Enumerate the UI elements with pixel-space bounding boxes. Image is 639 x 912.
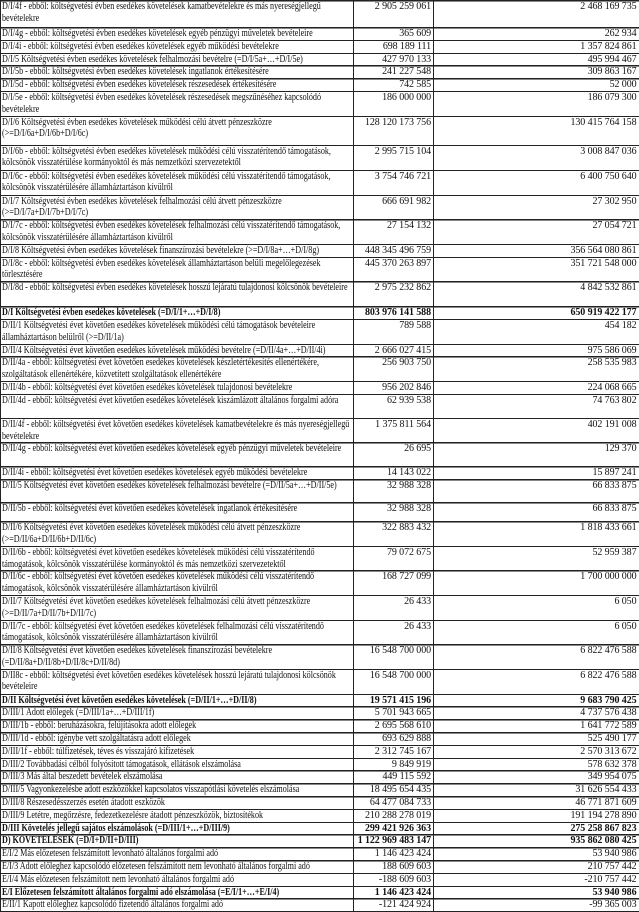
row-label-cell: [1, 745, 354, 758]
row-label: D/II Költségvetési évet követően esedékes követelések (=D/II/1+…+D/II/8): [2, 695, 350, 707]
row-label: E/I/2 Más előzetesen felszámított levonható általános forgalmi adó: [2, 848, 350, 860]
current-year-value: 6 400 750 640: [434, 170, 639, 195]
row-label-cell: [1, 307, 354, 320]
table-total-row: [1, 886, 639, 899]
row-label: D) KÖVETELÉSEK (=D/I+D/II+D/III): [2, 835, 350, 847]
row-label-cell: [1, 899, 354, 912]
row-label-cell: [1, 170, 354, 195]
row-label: D/II/4a - ebből: költségvetési évet követően esedékes követelések készletértékesítés ellenértékére, szolgáltatások ellenértékére, közvetített szolgáltatások ellenértékére: [2, 357, 350, 381]
current-year-value: 53 940 986: [434, 848, 639, 861]
row-label: D/III/2 Továbbadási célból folyósított támogatások, ellátások elszámolása: [2, 759, 350, 771]
row-label: D/I/5 Költségvetési évben esedékes követelések felhalmozási bevételre (=D/I/5a+…+D/I/5e): [2, 54, 350, 66]
table-row: [1, 546, 639, 571]
current-year-value: 578 632 378: [434, 758, 639, 771]
table-row: [1, 669, 639, 694]
row-label-cell: [1, 873, 354, 886]
row-label-cell: [1, 809, 354, 822]
row-label: D/II/5 Költségvetési évet követően esedékes követelések felhalmozási bevételre (=D/II/5a+…+D/II/5e): [2, 480, 350, 492]
previous-year-value: 1 146 423 424: [354, 848, 434, 861]
current-year-value: 1 641 772 589: [434, 720, 639, 733]
table-row: [1, 873, 639, 886]
row-label-cell: [1, 669, 354, 694]
current-year-value: 74 763 802: [434, 394, 639, 418]
previous-year-value: 1 375 811 564: [354, 418, 434, 443]
previous-year-value: 2 312 745 167: [354, 745, 434, 758]
current-year-value: 495 994 467: [434, 53, 639, 66]
row-label-cell: [1, 418, 354, 443]
row-label: D/I/5b - ebből: költségvetési évben esedékes követelések ingatlanok értékesítésére: [2, 66, 350, 78]
current-year-value: 6 050: [434, 620, 639, 645]
current-year-value: 191 194 278 890: [434, 809, 639, 822]
current-year-value: 525 490 177: [434, 733, 639, 746]
row-label: D/II/4d - ebből: költségvetési évet követően esedékes követelések kiszámlázott általános forgalmi adóra: [2, 395, 350, 407]
previous-year-value: -121 424 924: [354, 899, 434, 912]
current-year-value: 27 302 950: [434, 195, 639, 220]
row-label-cell: [1, 116, 354, 145]
previous-year-value: 2 905 259 061: [354, 1, 434, 28]
row-label-cell: [1, 861, 354, 874]
previous-year-value: 32 988 328: [354, 503, 434, 522]
table-row: [1, 40, 639, 53]
row-label-cell: [1, 28, 354, 41]
row-label-cell: [1, 220, 354, 245]
previous-year-value: 16 548 700 000: [354, 669, 434, 694]
current-year-value: 210 757 442: [434, 861, 639, 874]
current-year-value: 935 862 080 425: [434, 835, 639, 848]
row-label: D/III/5 Vagyonkezelésbe adott eszközökkel kapcsolatos visszapótlási követelés elszámolása: [2, 784, 350, 796]
table-row: [1, 595, 639, 620]
previous-year-value: 64 477 084 733: [354, 797, 434, 810]
table-row: [1, 195, 639, 220]
previous-year-value: 16 548 700 000: [354, 645, 434, 670]
current-year-value: 262 934: [434, 28, 639, 41]
current-year-value: 52 000: [434, 79, 639, 92]
row-label-cell: [1, 195, 354, 220]
row-label-cell: [1, 733, 354, 746]
current-year-value: 27 054 721: [434, 220, 639, 245]
row-label-cell: [1, 886, 354, 899]
table-row: [1, 53, 639, 66]
table-total-row: [1, 835, 639, 848]
row-label-cell: [1, 522, 354, 547]
row-label: D/II8c - ebből: költségvetési évet követően esedékes követelések hosszú lejáratú tulajdonosi kölcsönök bevételeire: [2, 670, 350, 694]
previous-year-value: 365 609: [354, 28, 434, 41]
row-label-cell: [1, 443, 354, 467]
previous-year-value: -188 609 603: [354, 873, 434, 886]
table-row: [1, 394, 639, 418]
table-row: [1, 220, 639, 245]
table-row: [1, 848, 639, 861]
row-label: D/I/7 Költségvetési évben esedékes követelések felhalmozási célú átvett pénzeszközre (>=D/I/7a+D/I/7b+D/I/7c): [2, 196, 350, 220]
row-label-cell: [1, 480, 354, 503]
current-year-value: 224 068 665: [434, 381, 639, 394]
previous-year-value: 698 189 111: [354, 40, 434, 53]
table-row: [1, 620, 639, 645]
row-label-cell: [1, 707, 354, 720]
row-label: D/II/1 Költségvetési évet követően esedékes követelések működési célú támogatások bevételeire államháztartáson belülről (>=D/II/1a): [2, 320, 350, 344]
current-year-value: 9 683 790 425: [434, 694, 639, 707]
previous-year-value: 188 609 603: [354, 861, 434, 874]
previous-year-value: 168 727 099: [354, 571, 434, 596]
previous-year-value: 128 120 173 756: [354, 116, 434, 145]
table-body: [1, 1, 639, 912]
previous-year-value: 62 939 538: [354, 394, 434, 418]
row-label-cell: [1, 244, 354, 257]
row-label-cell: [1, 546, 354, 571]
previous-year-value: 14 143 022: [354, 467, 434, 480]
row-label-cell: [1, 620, 354, 645]
previous-year-value: 186 000 000: [354, 91, 434, 116]
previous-year-value: 693 629 888: [354, 733, 434, 746]
previous-year-value: 956 202 846: [354, 381, 434, 394]
previous-year-value: 210 288 278 019: [354, 809, 434, 822]
previous-year-value: 9 849 919: [354, 758, 434, 771]
table-row: [1, 503, 639, 522]
row-label-cell: [1, 394, 354, 418]
row-label-cell: [1, 381, 354, 394]
table-row: [1, 344, 639, 357]
row-label: D/I/4i - ebből: költségvetési évben esedékes követelések egyéb működési bevételekre: [2, 41, 350, 53]
row-label-cell: [1, 758, 354, 771]
table-row: [1, 257, 639, 282]
row-label-cell: [1, 571, 354, 596]
previous-year-value: 449 115 592: [354, 771, 434, 784]
row-label-cell: [1, 257, 354, 282]
current-year-value: 4 737 576 438: [434, 707, 639, 720]
row-label-cell: [1, 40, 354, 53]
row-label: D/II/8 Költségvetési évet követően esedékes követelések finanszírozási bevételekre (=D/II/8a+D/II/8b+D/II/8c+D/II/8d): [2, 645, 350, 669]
table-row: [1, 758, 639, 771]
previous-year-value: 32 988 328: [354, 480, 434, 503]
previous-year-value: 2 975 232 862: [354, 282, 434, 307]
row-label: D/II/7c - ebből: költségvetési évet követően esedékes követelések felhalmozási célú visszatérítendő támogatások, kölcsönök visszatérülésére államháztartáson kívülről: [2, 621, 350, 645]
row-label: E/II/1 Kapott előleghez kapcsolódó fizetendő általános forgalmi adó: [2, 899, 350, 911]
row-label-cell: [1, 53, 354, 66]
row-label-cell: [1, 467, 354, 480]
previous-year-value: 2 666 027 415: [354, 344, 434, 357]
table-row: [1, 91, 639, 116]
row-label: D/II/7 Költségvetési évet követően esedékes követelések felhalmozási célú átvett pénzeszközre (>=D/II/7a+D/II/7b+D/II/7c): [2, 596, 350, 620]
table-row: [1, 443, 639, 467]
table-row: [1, 170, 639, 195]
table-row: [1, 116, 639, 145]
current-year-value: 454 182: [434, 319, 639, 344]
row-label-cell: [1, 848, 354, 861]
table-row: [1, 809, 639, 822]
row-label: D/I/7c - ebből: költségvetési évben esedékes követelések felhalmozási célú visszatérítendő támogatások, kölcsönök visszatérülésére államháztartáson kívülről: [2, 220, 350, 244]
row-label: E/I/4 Más előzetesen felszámított nem levonható általános forgalmi adó: [2, 874, 350, 886]
previous-year-value: 789 588: [354, 319, 434, 344]
current-year-value: 349 954 075: [434, 771, 639, 784]
row-label: D/II/6b - ebből: költségvetési évet követően esedékes követelések működési célú visszatérítendő támogatások, kölcsönök visszatérülése kormányoktól és más nemzetközi szervezetektől: [2, 547, 350, 571]
previous-year-value: 666 691 982: [354, 195, 434, 220]
previous-year-value: 26 695: [354, 443, 434, 467]
current-year-value: 2 570 313 672: [434, 745, 639, 758]
current-year-value: 2 468 169 735: [434, 1, 639, 28]
table-row: [1, 733, 639, 746]
row-label-cell: [1, 771, 354, 784]
previous-year-value: 5 701 943 665: [354, 707, 434, 720]
table-row: [1, 720, 639, 733]
table-row: [1, 645, 639, 670]
current-year-value: 351 721 548 000: [434, 257, 639, 282]
table-row: [1, 66, 639, 79]
row-label-cell: [1, 784, 354, 797]
current-year-value: 3 008 847 036: [434, 145, 639, 170]
row-label-cell: [1, 694, 354, 707]
row-label: D/III/3 Más által beszedett bevételek elszámolása: [2, 771, 350, 783]
row-label: D/II/4f - ebből: költségvetési évet követően esedékes követelések kamatbevételekre és más nyereségjellegű bevételekre: [2, 419, 350, 443]
row-label: D/III/8 Részesedésszerzés esetén átadott eszközök: [2, 797, 350, 809]
table-row: [1, 745, 639, 758]
row-label-cell: [1, 66, 354, 79]
previous-year-value: 742 585: [354, 79, 434, 92]
current-year-value: 6 822 476 588: [434, 645, 639, 670]
table-row: [1, 771, 639, 784]
row-label: D/I/6 Költségvetési évben esedékes követelések működési célú átvett pénzeszközre (>=D/I/6a+D/I/6b+D/I/6c): [2, 117, 350, 141]
row-label: D/I/4f - ebből: költségvetési évben esedékes követelések kamatbevételekre és más nyereségjellegű bevételekre: [2, 1, 350, 25]
row-label-cell: [1, 595, 354, 620]
table-row: [1, 784, 639, 797]
previous-year-value: 1 146 423 424: [354, 886, 434, 899]
row-label-cell: [1, 282, 354, 307]
row-label-cell: [1, 835, 354, 848]
table-row: [1, 381, 639, 394]
previous-year-value: 19 571 415 196: [354, 694, 434, 707]
row-label: D/II/4 Költségvetési évet követően esedékes követelések működési bevételre (=D/II/4a+…+D/II/4i): [2, 345, 350, 357]
previous-year-value: 445 370 263 897: [354, 257, 434, 282]
row-label: D/I/5d - ebből: költségvetési évben esedékes követelések részesedések értékesítésére: [2, 79, 350, 91]
current-year-value: 31 626 554 433: [434, 784, 639, 797]
current-year-value: 402 191 008: [434, 418, 639, 443]
row-label-cell: [1, 357, 354, 382]
row-label: D/I/4g - ebből: költségvetési évben esedékes követelések egyéb pénzügyi műveletek bevételeire: [2, 28, 350, 40]
previous-year-value: 241 227 548: [354, 66, 434, 79]
current-year-value: 15 897 241: [434, 467, 639, 480]
row-label: D/II/5b - ebből: költségvetési évet követően esedékes követelések ingatlanok értékesítésére: [2, 503, 350, 515]
row-label: E/I Előzetesen felszámított általános forgalmi adó elszámolása (=E/I/1+…+E/I/4): [2, 887, 350, 899]
row-label: D/I/5e - ebből: költségvetési évben esedékes követelések részesedések megszűnéséhez kapcsolódó bevételekre: [2, 92, 350, 116]
row-label-cell: [1, 503, 354, 522]
row-label-cell: [1, 797, 354, 810]
row-label: D/III/1 Adott előlegek (=D/III/1a+…+D/III/1f): [2, 707, 350, 719]
row-label-cell: [1, 319, 354, 344]
current-year-value: 650 919 422 177: [434, 307, 639, 320]
row-label: D/I Költségvetési évben esedékes követelések (=D/I/1+…+D/I/8): [2, 307, 350, 319]
current-year-value: 130 415 764 158: [434, 116, 639, 145]
row-label-cell: [1, 79, 354, 92]
table-row: [1, 244, 639, 257]
row-label: D/II/4g - ebből: költségvetési évet követően esedékes követelések egyéb pénzügyi műveletek bevételeire: [2, 443, 350, 455]
current-year-value: 52 959 387: [434, 546, 639, 571]
table-row: [1, 707, 639, 720]
current-year-value: 53 940 986: [434, 886, 639, 899]
table-row: [1, 282, 639, 307]
row-label: D/III/9 Letétre, megőrzésre, fedezetkezelésre átadott pénzeszközök, biztosítékok: [2, 810, 350, 822]
table-row: [1, 467, 639, 480]
table-row: [1, 319, 639, 344]
table-row: [1, 899, 639, 912]
row-label: D/II/6 Költségvetési évet követően esedékes követelések működési célú átvett pénzeszközre (>=D/II/6a+D/II/6b+D/II/6c): [2, 522, 350, 546]
row-label: E/I/3 Adott előleghez kapcsolódó előzetesen felszámított nem levonható általános forgalmi adó: [2, 861, 350, 873]
row-label: D/III/1f - ebből: túlfizetések, téves és visszajáró kifizetések: [2, 746, 350, 758]
current-year-value: 275 258 867 823: [434, 822, 639, 835]
current-year-value: 4 842 532 861: [434, 282, 639, 307]
table-row: [1, 418, 639, 443]
row-label: D/I/8c - ebből: költségvetési évben esedékes követelések államháztartáson belüli megelőlegezések törlesztésére: [2, 258, 350, 282]
table-row: [1, 79, 639, 92]
table-row: [1, 145, 639, 170]
row-label-cell: [1, 1, 354, 28]
table-row: [1, 357, 639, 382]
previous-year-value: 299 421 926 363: [354, 822, 434, 835]
table-row: [1, 861, 639, 874]
current-year-value: 66 833 875: [434, 503, 639, 522]
current-year-value: -210 757 442: [434, 873, 639, 886]
table-row: [1, 28, 639, 41]
row-label: D/I/8 Költségvetési évben esedékes követelések finanszírozási bevételekre (>=D/I/8a+…+D/I/8g): [2, 245, 350, 257]
current-year-value: 66 833 875: [434, 480, 639, 503]
table-row: [1, 480, 639, 503]
table-row: [1, 571, 639, 596]
previous-year-value: 26 433: [354, 595, 434, 620]
row-label: D/III/1b - ebből: beruházásokra, felújításokra adott előlegek: [2, 720, 350, 732]
row-label: D/III/1d - ebből: igénybe vett szolgáltatásra adott előlegek: [2, 733, 350, 745]
current-year-value: 1 357 824 861: [434, 40, 639, 53]
current-year-value: 258 535 983: [434, 357, 639, 382]
row-label: D/II/4i - ebből: költségvetési évet követően esedékes követelések egyéb működési bevételekre: [2, 467, 350, 479]
row-label: D/I/6b - ebből: költségvetési évben esedékes követelések működési célú visszatérítendő támogatások, kölcsönök visszatérülése kormányoktól és más nemzetközi szervezetektől: [2, 146, 350, 170]
previous-year-value: 2 995 715 104: [354, 145, 434, 170]
row-label: D/I/8d - ebből: költségvetési évben esedékes követelések hosszú lejáratú tulajdonosi kölcsönök bevételeire: [2, 282, 350, 294]
row-label: D/III Követelés jellegű sajátos elszámolások (=D/III/1+…+D/III/9): [2, 823, 350, 835]
row-label: D/I/6c - ebből: költségvetési évben esedékes követelések működési célú visszatérítendő támogatások, kölcsönök visszatérülésére államháztartáson kívülről: [2, 171, 350, 195]
row-label-cell: [1, 822, 354, 835]
row-label-cell: [1, 720, 354, 733]
current-year-value: 46 771 871 609: [434, 797, 639, 810]
current-year-value: 309 863 167: [434, 66, 639, 79]
table-row: [1, 522, 639, 547]
table-total-row: [1, 822, 639, 835]
previous-year-value: 256 903 750: [354, 357, 434, 382]
previous-year-value: 803 976 141 588: [354, 307, 434, 320]
table-row: [1, 797, 639, 810]
current-year-value: 6 822 476 588: [434, 669, 639, 694]
previous-year-value: 322 883 432: [354, 522, 434, 547]
row-label-cell: [1, 145, 354, 170]
previous-year-value: 26 433: [354, 620, 434, 645]
previous-year-value: 3 754 746 721: [354, 170, 434, 195]
row-label-cell: [1, 645, 354, 670]
current-year-value: 1 818 433 661: [434, 522, 639, 547]
current-year-value: 356 564 080 861: [434, 244, 639, 257]
previous-year-value: 18 495 654 435: [354, 784, 434, 797]
previous-year-value: 79 072 675: [354, 546, 434, 571]
previous-year-value: 2 695 568 610: [354, 720, 434, 733]
table-total-row: [1, 694, 639, 707]
previous-year-value: 1 122 969 483 147: [354, 835, 434, 848]
row-label: D/II/6c - ebből: költségvetési évet követően esedékes követelések működési célú visszatérítendő támogatások, kölcsönök visszatérülésére államháztartáson kívülről: [2, 571, 350, 595]
current-year-value: 975 586 069: [434, 344, 639, 357]
current-year-value: 186 079 300: [434, 91, 639, 116]
current-year-value: -99 365 003: [434, 899, 639, 912]
current-year-value: 1 700 000 000: [434, 571, 639, 596]
current-year-value: 6 050: [434, 595, 639, 620]
row-label: D/II/4b - ebből: költségvetési évet követően esedékes követelések tulajdonosi bevételekre: [2, 382, 350, 394]
table-row: [1, 1, 639, 28]
row-label-cell: [1, 91, 354, 116]
row-label-cell: [1, 344, 354, 357]
previous-year-value: 27 154 132: [354, 220, 434, 245]
current-year-value: 129 370: [434, 443, 639, 467]
previous-year-value: 427 970 133: [354, 53, 434, 66]
previous-year-value: 448 345 496 759: [354, 244, 434, 257]
table-total-row: [1, 307, 639, 320]
